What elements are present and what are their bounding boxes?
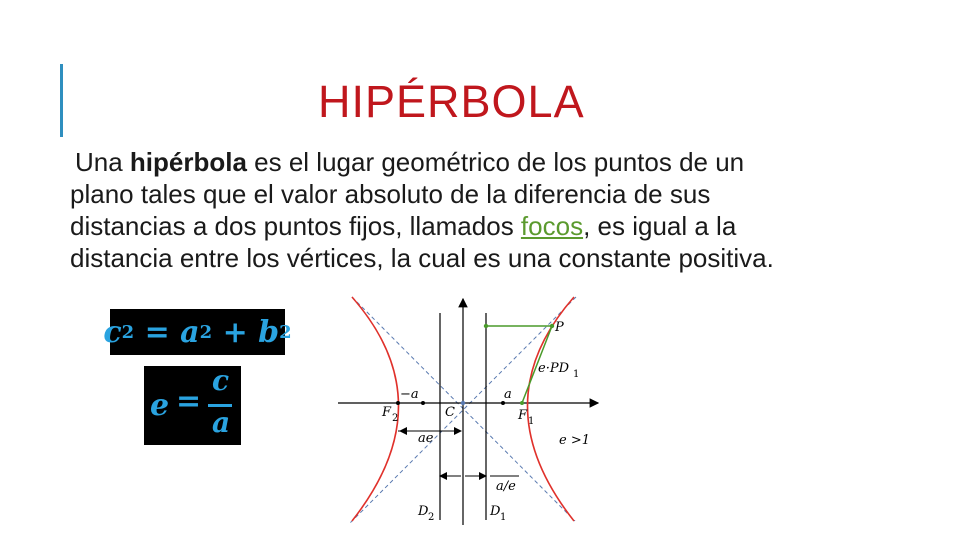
label-a: a [504,387,512,402]
formula-plus: + [212,314,259,350]
formula-numerator: c [212,364,230,397]
paragraph-lead: Una [75,147,130,177]
paragraph-line-4: distancia entre los vértices, la cual es una constante positiva. [70,243,774,273]
label-f2: F [382,405,392,420]
label-a-over-e: a/e [496,479,516,494]
formula-b-exp: 2 [279,321,292,343]
hyperbola-diagram [330,295,610,530]
label-d1: D [490,504,501,519]
formula-a: a [180,314,200,350]
label-c: C [445,405,455,420]
formula-eq: = [134,314,181,350]
focus-f1 [520,401,524,405]
focos-link[interactable]: focos [520,211,584,241]
label-d2: D [418,504,429,519]
accent-bar [60,64,63,137]
formula-c-exp: 2 [121,321,135,343]
hyperbola-left-branch [352,297,399,521]
label-ae: ae [418,431,434,446]
paragraph-line3-pre: distancias a dos puntos fijos, llamados [70,211,521,241]
label-f1: F [518,408,528,423]
slide-title: HIPÉRBOLA [318,76,585,127]
formula-a-exp: 2 [199,321,213,343]
label-epd-sub: 1 [573,369,580,380]
label-epd: e·PD [538,361,569,376]
green-point-d [484,324,488,328]
formula-denominator: a [212,406,231,439]
vertex-neg-a [421,401,425,405]
label-p: P [555,320,564,335]
paragraph-line-3 [70,210,950,242]
formula-e: e [150,388,170,423]
paragraph-line-1 [70,146,950,178]
formula-e-eq: = [176,384,202,419]
label-f1-sub: 1 [528,416,535,427]
paragraph-line3-post: , es igual a la [583,211,737,241]
formula-c: c [103,314,122,350]
label-neg-a: −a [400,387,419,402]
center-c [461,401,465,405]
formula-eccentricity [144,366,241,445]
label-d1-sub: 1 [500,512,507,523]
formula-pythagorean [103,309,292,355]
point-p [550,324,554,328]
paragraph-part1: es el lugar geométrico de los puntos de un [246,147,745,177]
label-d2-sub: 2 [428,512,435,523]
label-e-gt-1: e >1 [559,433,590,448]
formula-b: b [258,314,280,350]
term-hiperbola: hipérbola [129,147,247,177]
label-f2-sub: 2 [392,413,399,424]
definition-paragraph [70,146,950,274]
paragraph-line-2: plano tales que el valor absoluto de la diferencia de sus [70,179,711,209]
